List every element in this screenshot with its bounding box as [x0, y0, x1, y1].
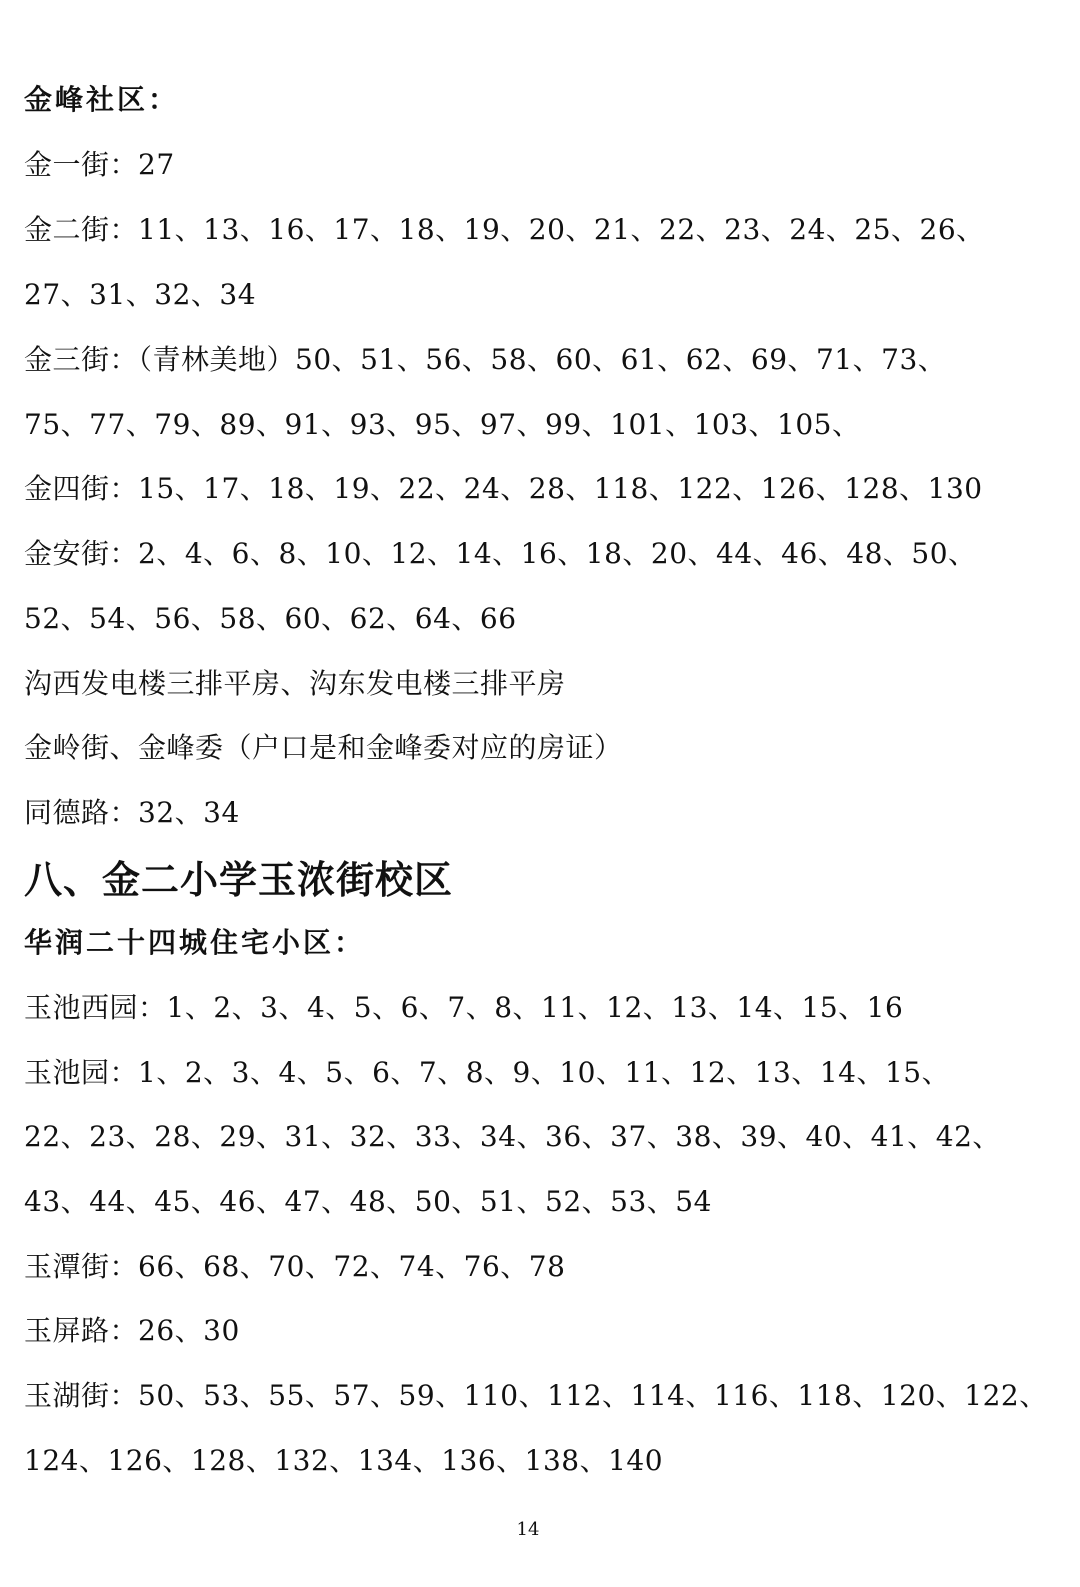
- address-line: 金三街：（青林美地）50、51、56、58、60、61、62、69、71、73、: [24, 343, 947, 376]
- address-line: 22、23、28、29、31、32、33、34、36、37、38、39、40、41、42、: [24, 1120, 1001, 1153]
- address-line: 玉湖街：50、53、55、57、59、110、112、114、116、118、120、122、: [24, 1379, 1048, 1412]
- address-line: 玉潭街：66、68、70、72、74、76、78: [24, 1250, 566, 1283]
- address-line: 金一街：27: [24, 148, 175, 181]
- address-line: 玉池西园：1、2、3、4、5、6、7、8、11、12、13、14、15、16: [24, 991, 904, 1024]
- address-line: 金岭街、金峰委（户口是和金峰委对应的房证）: [24, 731, 623, 764]
- subheading-china-resources-24-city: 华润二十四城住宅小区：: [24, 926, 366, 959]
- address-line: 金四街：15、17、18、19、22、24、28、118、122、126、128、130: [24, 472, 983, 505]
- address-line: 52、54、56、58、60、62、64、66: [24, 602, 517, 635]
- address-line: 43、44、45、46、47、48、50、51、52、53、54: [24, 1185, 712, 1218]
- subheading-jinfeng-community: 金峰社区：: [24, 83, 180, 116]
- page-number: 14: [516, 1519, 540, 1540]
- address-line: 玉池园：1、2、3、4、5、6、7、8、9、10、11、12、13、14、15、: [24, 1056, 951, 1089]
- address-line: 玉屏路：26、30: [24, 1314, 240, 1347]
- address-line: 同德路：32、34: [24, 796, 240, 829]
- address-line: 金安街：2、4、6、8、10、12、14、16、18、20、44、46、48、50、: [24, 537, 977, 570]
- section-title-yunong-campus: 八、金二小学玉浓街校区: [24, 858, 454, 902]
- address-line: 沟西发电楼三排平房、沟东发电楼三排平房: [24, 667, 566, 700]
- address-line: 75、77、79、89、91、93、95、97、99、101、103、105、: [24, 408, 861, 441]
- address-line: 27、31、32、34: [24, 278, 257, 311]
- address-line: 金二街：11、13、16、17、18、19、20、21、22、23、24、25、26、: [24, 213, 985, 246]
- address-line: 124、126、128、132、134、136、138、140: [24, 1444, 664, 1477]
